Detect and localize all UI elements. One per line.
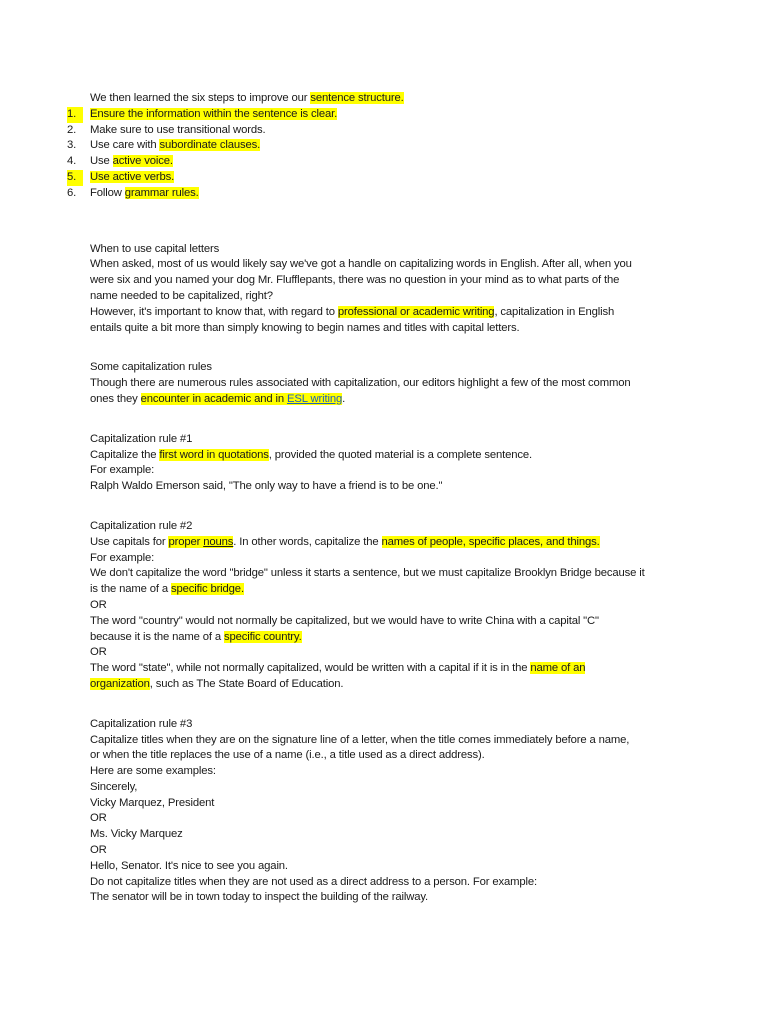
paragraph-text: Use capitals for (90, 535, 169, 548)
paragraph-line: Vicky Marquez, President (90, 796, 215, 809)
example-text (90, 661, 670, 677)
list-item-text: Ensure the information within the sentence is (90, 107, 312, 120)
section-heading-rule-1: Capitalization rule #1 (90, 432, 193, 445)
section-heading-rule-2: Capitalization rule #2 (90, 519, 193, 532)
spacer (90, 202, 670, 242)
paragraph-line: The senator will be in town today to inspect the building of the railway. (90, 891, 428, 904)
list-item-highlight: active voice. (112, 155, 173, 168)
paragraph-line (90, 535, 670, 551)
paragraph-line: Here are some examples: (90, 765, 216, 778)
paragraph-line: entails quite a bit more than simply knowing to begin names and titles with capital letters. (90, 321, 520, 334)
paragraph-line (90, 448, 670, 464)
example-text (90, 677, 670, 693)
paragraph-text: However, it's important to know that, with regard to (90, 305, 338, 318)
example-text (90, 630, 670, 646)
paragraph-line: were six and you named your dog Mr. Flufflepants, there was no question in your mind as to what parts of the (90, 274, 620, 287)
paragraph-highlight: first word in quotations (159, 448, 269, 461)
example-label: For example: (90, 551, 155, 564)
paragraph-highlight: names of people, specific places, and things. (381, 535, 600, 548)
list-item-highlight: active verbs. (112, 170, 175, 183)
paragraph-line (90, 305, 670, 321)
list-item (67, 170, 670, 186)
paragraph-highlight: organization (90, 677, 150, 690)
paragraph-highlight: professional or academic writing (337, 305, 495, 318)
list-item-number: 4. (67, 155, 77, 168)
paragraph-line: Though there are numerous rules associated with capitalization, our editors highlight a few of the most common (90, 377, 631, 390)
list-item-number: 5. (67, 170, 83, 186)
example-text (90, 582, 670, 598)
list-item-number: 2. (67, 123, 77, 136)
spacer (90, 336, 670, 360)
list-item-number: 1. (67, 107, 83, 123)
list-item-highlight: clear. (311, 107, 338, 120)
example-text: The word "country" would not normally be capitalized, but we would have to write China with a capital "C" (90, 614, 599, 627)
paragraph-line (90, 392, 670, 408)
paragraph-line: Ms. Vicky Marquez (90, 828, 183, 841)
paragraph-text: The word "state", while not normally capitalized, would be written with a capital if it is in the (90, 662, 531, 675)
paragraph-text: Capitalize the (90, 448, 160, 461)
paragraph-highlight: specific country. (223, 630, 302, 643)
paragraph-text: ones they (90, 392, 141, 405)
paragraph-line: When asked, most of us would likely say we've got a handle on capitalizing words in English. After all, when you (90, 258, 632, 271)
paragraph-highlight: specific bridge. (170, 583, 244, 596)
list-item-text: Use (90, 170, 113, 183)
example-text: Ralph Waldo Emerson said, "The only way to have a friend is to be one." (90, 480, 443, 493)
section-heading-rule-3: Capitalization rule #3 (90, 717, 193, 730)
steps-intro (90, 91, 670, 107)
paragraph-highlight: encounter in academic and in (140, 392, 288, 405)
spacer (90, 408, 670, 432)
paragraph-highlight: name of an (530, 662, 586, 675)
paragraph-text: . In other words, capitalize the (233, 535, 382, 548)
section-heading-capital-letters: When to use capital letters (90, 242, 220, 255)
list-item-text: Use (90, 155, 113, 168)
or-separator: OR (90, 812, 107, 825)
section-heading-some-rules: Some capitalization rules (90, 361, 212, 374)
paragraph-text: because it is the name of a (90, 630, 224, 643)
list-item (67, 138, 670, 154)
list-item-number: 3. (67, 139, 77, 152)
paragraph-line: Hello, Senator. It's nice to see you again. (90, 859, 288, 872)
paragraph-line: Capitalize titles when they are on the signature line of a letter, when the title comes immediately before a name, (90, 733, 630, 746)
paragraph-line: Do not capitalize titles when they are not used as a direct address to a person. For example: (90, 875, 537, 888)
list-item-text: Follow (90, 186, 125, 199)
list-item (67, 107, 670, 123)
paragraph-text: . (342, 392, 346, 405)
steps-intro-highlight: sentence structure. (310, 92, 404, 104)
steps-intro-text: We then learned the six steps to improve our (90, 92, 311, 104)
list-item-highlight: grammar rules. (124, 186, 199, 199)
spacer (90, 693, 670, 717)
example-label: For example: (90, 464, 155, 477)
paragraph-line: or when the title replaces the use of a name (i.e., a title used as a direct address). (90, 749, 485, 762)
or-separator: OR (90, 844, 107, 857)
paragraph-highlight-underlined: nouns (203, 535, 234, 548)
paragraph-text: , such as The State Board of Education. (149, 677, 344, 690)
paragraph-text: , provided the quoted material is a complete sentence. (268, 448, 532, 461)
list-item-text: Make sure to use transitional words. (90, 123, 266, 136)
list-item (67, 186, 670, 202)
esl-writing-link[interactable]: ESL writing (287, 392, 343, 405)
steps-list (67, 107, 670, 202)
paragraph-text: , capitalization in English (494, 305, 615, 318)
or-separator: OR (90, 598, 107, 611)
spacer (90, 495, 670, 519)
paragraph-highlight: proper (168, 535, 204, 548)
paragraph-line: Sincerely, (90, 780, 138, 793)
list-item-number: 6. (67, 186, 77, 199)
list-item (67, 123, 670, 139)
example-text: We don't capitalize the word "bridge" unless it starts a sentence, but we must capitalize Brooklyn Bridge because it (90, 567, 645, 580)
list-item-highlight: subordinate clauses. (159, 139, 261, 152)
list-item (67, 154, 670, 170)
paragraph-line: name needed to be capitalized, right? (90, 289, 273, 302)
document-body (67, 91, 670, 906)
paragraph-text: is the name of a (90, 583, 171, 596)
or-separator: OR (90, 646, 107, 659)
list-item-text: Use care with (90, 139, 160, 152)
